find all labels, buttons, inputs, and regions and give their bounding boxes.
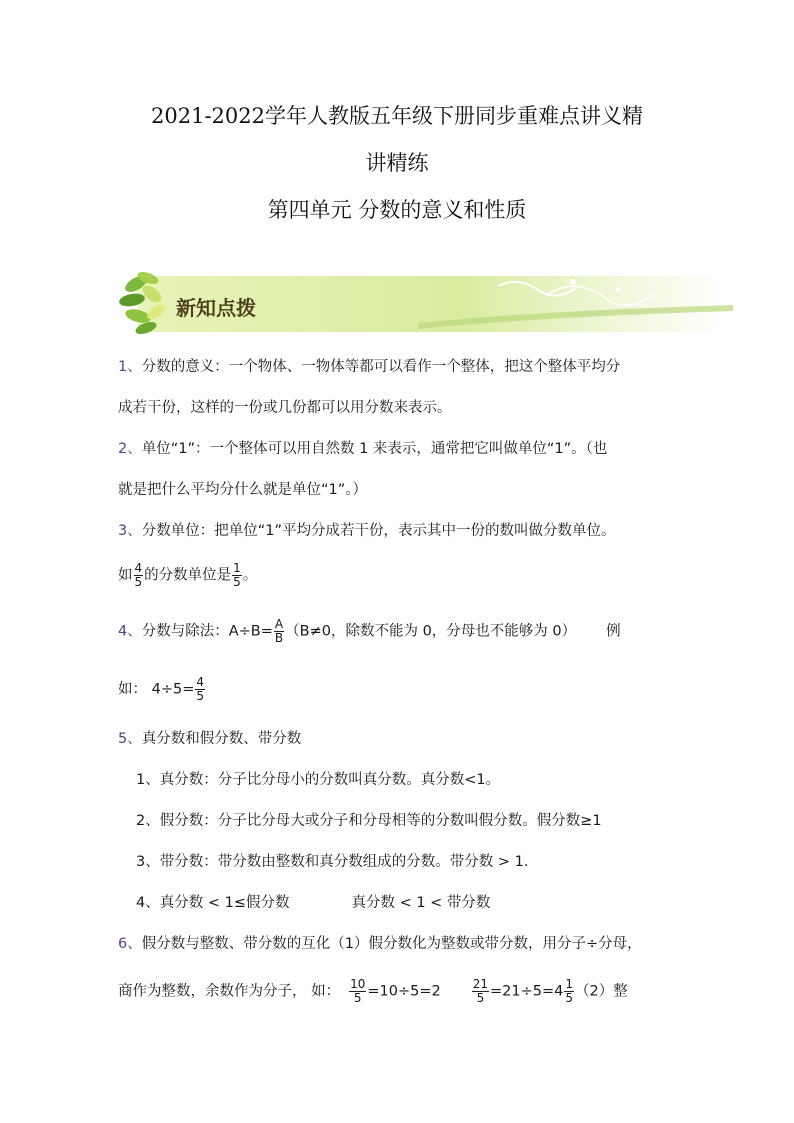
numerator: 1 bbox=[565, 977, 574, 991]
unit-title: 第四单元 分数的意义和性质 bbox=[267, 198, 527, 222]
item-1-line-2: 成若干份，这样的一份或几份都可以用分数来表示。 bbox=[118, 400, 452, 416]
item-3-line-2 bbox=[118, 562, 257, 589]
item-number: 4、 bbox=[118, 623, 142, 640]
text: 的分数单位是 bbox=[144, 567, 232, 584]
item-6-line-1 bbox=[118, 934, 642, 954]
item-text: 分数单位：把单位“1”平均分成若干份，表示其中一份的数叫做分数单位。 bbox=[141, 523, 616, 539]
title-line-2: 讲精练 bbox=[365, 151, 429, 175]
fraction bbox=[472, 978, 489, 1005]
item-4-line-1 bbox=[118, 618, 621, 645]
sub-item-4 bbox=[136, 893, 490, 913]
sub-item-1: 1、真分数：分子比分母小的分数叫真分数。真分数<1。 bbox=[136, 772, 501, 788]
item-text: 真分数和假分数、带分数 bbox=[141, 731, 302, 747]
fraction bbox=[232, 562, 242, 589]
denominator: B bbox=[274, 631, 284, 645]
fraction bbox=[349, 978, 366, 1005]
text: 例 bbox=[606, 623, 621, 640]
numerator: A bbox=[274, 617, 284, 631]
item-number: 1、 bbox=[118, 359, 142, 375]
text: （B≠0，除数不能为 0，分母也不能够为 0） bbox=[285, 623, 577, 640]
denominator: 5 bbox=[196, 689, 204, 703]
item-text: 单位“1”：一个整体可以用自然数 1 来表示，通常把它叫做单位“1”。（也 bbox=[141, 441, 608, 457]
item-2-line-1 bbox=[118, 439, 607, 459]
item-6-line-2 bbox=[118, 978, 628, 1005]
item-2-line-2: 就是把什么平均分什么就是单位“1”。） bbox=[118, 482, 367, 498]
item-1-line-1 bbox=[118, 357, 620, 377]
denominator: 5 bbox=[233, 575, 241, 589]
text: 。 bbox=[242, 567, 258, 584]
fraction bbox=[134, 562, 144, 589]
fraction bbox=[564, 978, 574, 1005]
text: =10÷5=2 bbox=[367, 983, 441, 1000]
fraction bbox=[195, 676, 205, 703]
item-number: 2、 bbox=[118, 441, 142, 457]
item-4-line-2 bbox=[118, 676, 206, 703]
text: 如： 4÷5= bbox=[118, 681, 195, 698]
numerator: 10 bbox=[350, 977, 366, 991]
section-banner bbox=[118, 264, 738, 340]
item-3-line-1 bbox=[118, 521, 615, 541]
item-5-heading bbox=[118, 729, 301, 749]
denominator: 5 bbox=[353, 991, 362, 1005]
text: 如 bbox=[118, 567, 133, 584]
sub-item-3: 3、带分数：带分数由整数和真分数组成的分数。带分数 > 1. bbox=[136, 854, 529, 870]
numerator: 4 bbox=[196, 675, 204, 689]
item-number: 3、 bbox=[118, 523, 142, 539]
numerator: 4 bbox=[134, 561, 143, 575]
item-number: 6、 bbox=[118, 936, 142, 952]
fraction bbox=[274, 618, 284, 645]
denominator: 5 bbox=[565, 991, 574, 1005]
denominator: 5 bbox=[476, 991, 485, 1005]
sub-item-2: 2、假分数：分子比分母大或分子和分母相等的分数叫假分数。假分数≥1 bbox=[136, 813, 602, 829]
item-number: 5、 bbox=[118, 731, 142, 747]
text: 商作为整数，余数作为分子， 如： bbox=[118, 983, 341, 1000]
numerator: 1 bbox=[233, 561, 241, 575]
text: 4、真分数 < 1≤假分数 bbox=[136, 895, 290, 911]
text: （2）整 bbox=[575, 983, 628, 1000]
item-text: 分数的意义：一个物体、一物体等都可以看作一个整体，把这个整体平均分 bbox=[141, 359, 621, 375]
text: =21÷5=4 bbox=[490, 983, 564, 1000]
text: 真分数 < 1 < 带分数 bbox=[351, 895, 491, 911]
title-line-1: 2021-2022学年人教版五年级下册同步重难点讲义精 bbox=[151, 104, 643, 128]
denominator: 5 bbox=[134, 575, 143, 589]
item-text: 假分数与整数、带分数的互化（1）假分数化为整数或带分数，用分子÷分母， bbox=[141, 936, 642, 952]
banner-label: 新知点拨 bbox=[176, 296, 256, 320]
text: 分数与除法：A÷B= bbox=[141, 623, 273, 640]
numerator: 21 bbox=[472, 977, 489, 991]
